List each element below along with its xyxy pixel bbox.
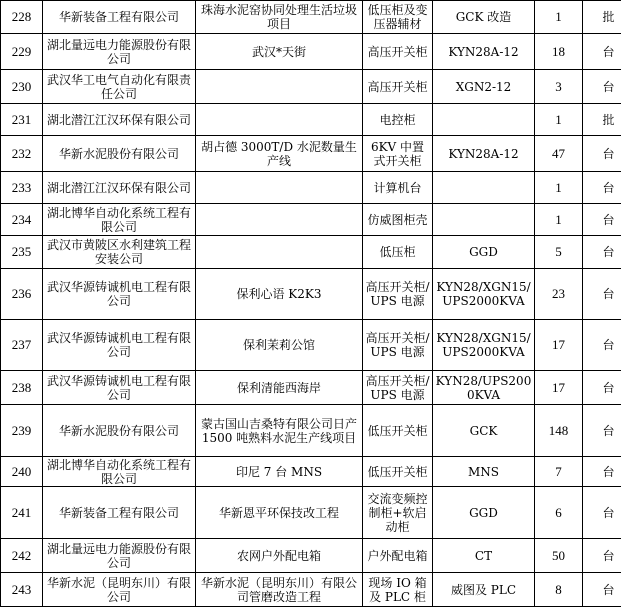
row-number: 232 [1,136,43,172]
table-row [1,204,621,236]
table-row [1,269,621,320]
table-row [1,457,621,487]
row-number: 238 [1,371,43,405]
model-cell: MNS [433,457,535,487]
table-row [1,539,621,573]
project-cell: 华新水泥（昆明东川）有限公司管磨改造工程 [196,573,363,607]
product-cell: 高压开关柜 [363,34,433,70]
quantity-cell: 17 [535,371,583,405]
quantity-cell: 47 [535,136,583,172]
model-cell: GGD [433,487,535,539]
row-number: 243 [1,573,43,607]
quantity-cell: 3 [535,70,583,104]
project-cell: 蒙古国山吉桑特有限公司日产 1500 吨熟料水泥生产线项目 [196,405,363,457]
row-number: 230 [1,70,43,104]
unit-cell: 台 [583,269,621,320]
quantity-cell: 50 [535,539,583,573]
table-row [1,371,621,405]
product-cell: 低压柜 [363,236,433,269]
quantity-cell: 1 [535,204,583,236]
company-cell: 湖北潜江江汉环保有限公司 [43,104,196,136]
company-cell: 华新水泥（昆明东川）有限公司 [43,573,196,607]
model-cell: KYN28/XGN15/UPS2000KVA [433,320,535,371]
row-number: 239 [1,405,43,457]
model-cell: GCK [433,405,535,457]
project-cell [196,204,363,236]
project-cell: 保利心语 K2K3 [196,269,363,320]
quantity-cell: 148 [535,405,583,457]
row-number: 234 [1,204,43,236]
company-cell: 华新装备工程有限公司 [43,1,196,34]
table-row [1,487,621,539]
product-cell: 电控柜 [363,104,433,136]
table-row [1,172,621,204]
company-cell: 武汉市黄陂区水利建筑工程安装公司 [43,236,196,269]
unit-cell: 台 [583,457,621,487]
project-cell: 珠海水泥窑协同处理生活垃圾项目 [196,1,363,34]
product-cell: 低压开关柜 [363,405,433,457]
unit-cell: 台 [583,320,621,371]
project-cell [196,172,363,204]
company-cell: 武汉华源铸诚机电工程有限公司 [43,371,196,405]
product-cell: 高压开关柜/UPS 电源 [363,269,433,320]
company-cell: 武汉华工电气自动化有限责任公司 [43,70,196,104]
product-cell: 计算机台 [363,172,433,204]
row-number: 240 [1,457,43,487]
row-number: 242 [1,539,43,573]
unit-cell: 台 [583,70,621,104]
quantity-cell: 8 [535,573,583,607]
model-cell: GGD [433,236,535,269]
table-row [1,236,621,269]
row-number: 233 [1,172,43,204]
quantity-cell: 1 [535,104,583,136]
company-cell: 华新装备工程有限公司 [43,487,196,539]
unit-cell: 台 [583,539,621,573]
table-row [1,136,621,172]
project-cell: 保利清能西海岸 [196,371,363,405]
product-cell: 仿威图柜壳 [363,204,433,236]
company-cell: 武汉华源铸诚机电工程有限公司 [43,320,196,371]
project-cell [196,70,363,104]
quantity-cell: 17 [535,320,583,371]
company-cell: 华新水泥股份有限公司 [43,136,196,172]
model-cell [433,104,535,136]
company-cell: 湖北量远电力能源股份有限公司 [43,539,196,573]
model-cell: CT [433,539,535,573]
unit-cell: 台 [583,172,621,204]
project-cell [196,104,363,136]
project-cell: 农网户外配电箱 [196,539,363,573]
table-row [1,104,621,136]
product-cell: 高压开关柜 [363,70,433,104]
model-cell: KYN28A-12 [433,136,535,172]
table-row [1,34,621,70]
quantity-cell: 5 [535,236,583,269]
unit-cell: 台 [583,573,621,607]
table-row [1,320,621,371]
row-number: 241 [1,487,43,539]
unit-cell: 台 [583,204,621,236]
table-row [1,1,621,34]
row-number: 236 [1,269,43,320]
product-cell: 户外配电箱 [363,539,433,573]
table-row [1,405,621,457]
model-cell: GCK 改造 [433,1,535,34]
table-row [1,573,621,607]
product-cell: 现场 IO 箱及 PLC 柜 [363,573,433,607]
company-cell: 华新水泥股份有限公司 [43,405,196,457]
project-cell: 华新恩平环保技改工程 [196,487,363,539]
unit-cell: 台 [583,405,621,457]
unit-cell: 台 [583,236,621,269]
model-cell: XGN2-12 [433,70,535,104]
unit-cell: 台 [583,371,621,405]
product-cell: 高压开关柜/UPS 电源 [363,371,433,405]
product-cell: 交流变频控制柜+软启动柜 [363,487,433,539]
unit-cell: 台 [583,487,621,539]
company-cell: 湖北潜江江汉环保有限公司 [43,172,196,204]
row-number: 235 [1,236,43,269]
company-cell: 湖北博华自动化系统工程有限公司 [43,204,196,236]
row-number: 231 [1,104,43,136]
project-cell: 印尼 7 台 MNS [196,457,363,487]
model-cell: KYN28/UPS2000KVA [433,371,535,405]
unit-cell: 台 [583,136,621,172]
project-cell: 胡占德 3000T/D 水泥数量生产线 [196,136,363,172]
quantity-cell: 1 [535,1,583,34]
model-cell [433,172,535,204]
model-cell: KYN28A-12 [433,34,535,70]
model-cell: 威图及 PLC [433,573,535,607]
model-cell [433,204,535,236]
project-cell: 保利茉莉公馆 [196,320,363,371]
unit-cell: 台 [583,34,621,70]
quantity-cell: 23 [535,269,583,320]
company-cell: 湖北博华自动化系统工程有限公司 [43,457,196,487]
project-cell [196,236,363,269]
quantity-cell: 6 [535,487,583,539]
product-cell: 低压开关柜 [363,457,433,487]
row-number: 237 [1,320,43,371]
unit-cell: 批 [583,104,621,136]
company-cell: 武汉华源铸诚机电工程有限公司 [43,269,196,320]
company-cell: 湖北量远电力能源股份有限公司 [43,34,196,70]
model-cell: KYN28/XGN15/UPS2000KVA [433,269,535,320]
quantity-cell: 18 [535,34,583,70]
product-cell: 高压开关柜/UPS 电源 [363,320,433,371]
table-row [1,70,621,104]
quantity-cell: 1 [535,172,583,204]
product-cell: 低压柜及变压器辅材 [363,1,433,34]
unit-cell: 批 [583,1,621,34]
project-cell: 武汉*天街 [196,34,363,70]
row-number: 228 [1,1,43,34]
quantity-cell: 7 [535,457,583,487]
product-cell: 6KV 中置式开关柜 [363,136,433,172]
row-number: 229 [1,34,43,70]
